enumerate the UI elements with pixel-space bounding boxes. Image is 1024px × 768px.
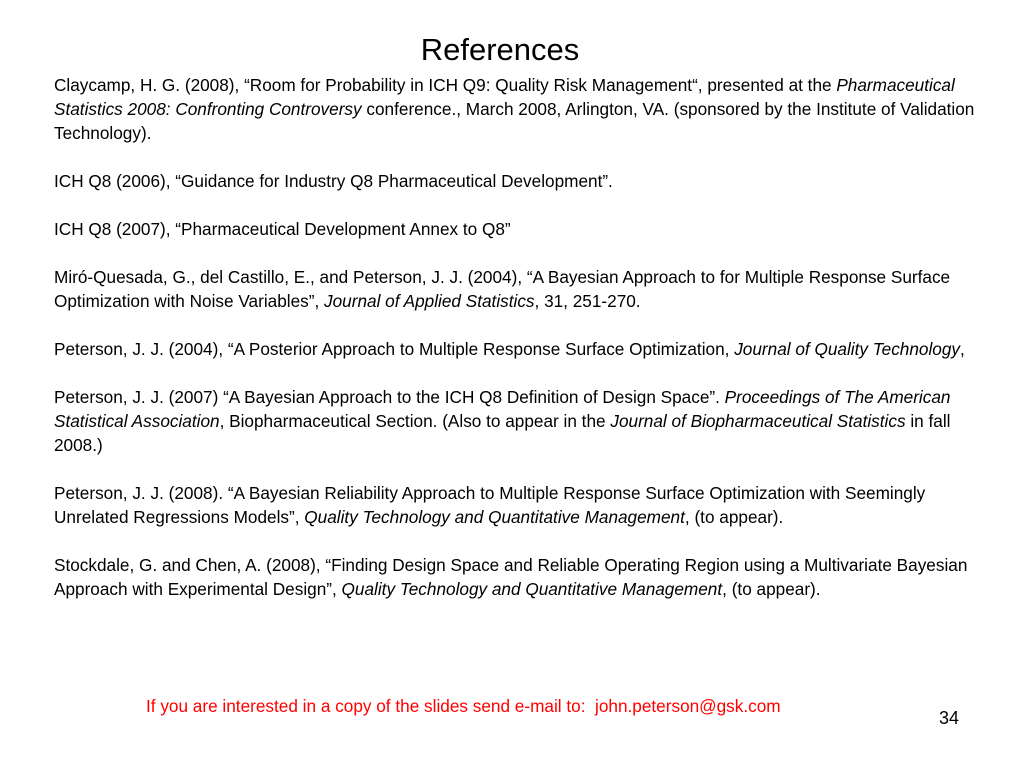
reference-italic-text: Journal of Quality Technology	[734, 339, 961, 359]
reference-italic-text: Journal of Biopharmaceutical Statistics	[610, 411, 906, 431]
reference-text: conference., March 2008, Arlington, VA. (sponsored by the Institute of Validation Technology).	[54, 99, 975, 143]
reference-item	[54, 169, 984, 193]
reference-italic-text: Journal of Applied Statistics	[324, 291, 535, 311]
reference-list	[54, 73, 984, 601]
reference-text: , (to appear).	[722, 579, 821, 599]
reference-item	[54, 73, 984, 145]
reference-text: ,	[960, 339, 965, 359]
reference-item	[54, 217, 984, 241]
slide-title: References	[420, 32, 580, 67]
reference-text: , 31, 251-270.	[534, 291, 641, 311]
reference-italic-text: Proceedings of The American Statistical Association	[54, 387, 951, 431]
page-number: 34	[939, 708, 960, 728]
reference-text: Peterson, J. J. (2007) “A Bayesian Approach to the ICH Q8 Definition of Design Space”.	[54, 387, 725, 407]
reference-item	[54, 265, 984, 313]
reference-italic-text: Quality Technology and Quantitative Management	[341, 579, 723, 599]
reference-italic-text: Pharmaceutical Statistics 2008: Confronting Controversy	[54, 75, 955, 119]
reference-item	[54, 553, 984, 601]
reference-text: , Biopharmaceutical Section. (Also to appear in the	[219, 411, 611, 431]
reference-text: Stockdale, G. and Chen, A. (2008), “Finding Design Space and Reliable Operating Region using a Multivariate Bayesian Approach with Experimental Design”,	[54, 555, 968, 599]
reference-text: in fall 2008.)	[54, 411, 951, 455]
reference-item	[54, 481, 984, 529]
reference-item	[54, 337, 984, 361]
reference-text: Peterson, J. J. (2008). “A Bayesian Reliability Approach to Multiple Response Surface Optimization with Seemingly Unrelated Regressions Models”,	[54, 483, 926, 527]
reference-italic-text: Quality Technology and Quantitative Management	[304, 507, 685, 527]
footer-email-note: If you are interested in a copy of the slides send e-mail to: john.peterson@gsk.com	[146, 696, 781, 716]
reference-text: Peterson, J. J. (2004), “A Posterior Approach to Multiple Response Surface Optimization,	[54, 339, 735, 359]
reference-text: Miró-Quesada, G., del Castillo, E., and Peterson, J. J. (2004), “A Bayesian Approach to for Multiple Response Surface Optimization with Noise Variables”,	[54, 267, 951, 311]
reference-text: Claycamp, H. G. (2008), “Room for Probability in ICH Q9: Quality Risk Management“, presented at the	[54, 75, 837, 95]
reference-text: ICH Q8 (2006), “Guidance for Industry Q8 Pharmaceutical Development”.	[54, 171, 613, 191]
reference-item	[54, 385, 984, 457]
reference-text: , (to appear).	[684, 507, 784, 527]
reference-text: ICH Q8 (2007), “Pharmaceutical Development Annex to Q8”	[54, 219, 511, 239]
